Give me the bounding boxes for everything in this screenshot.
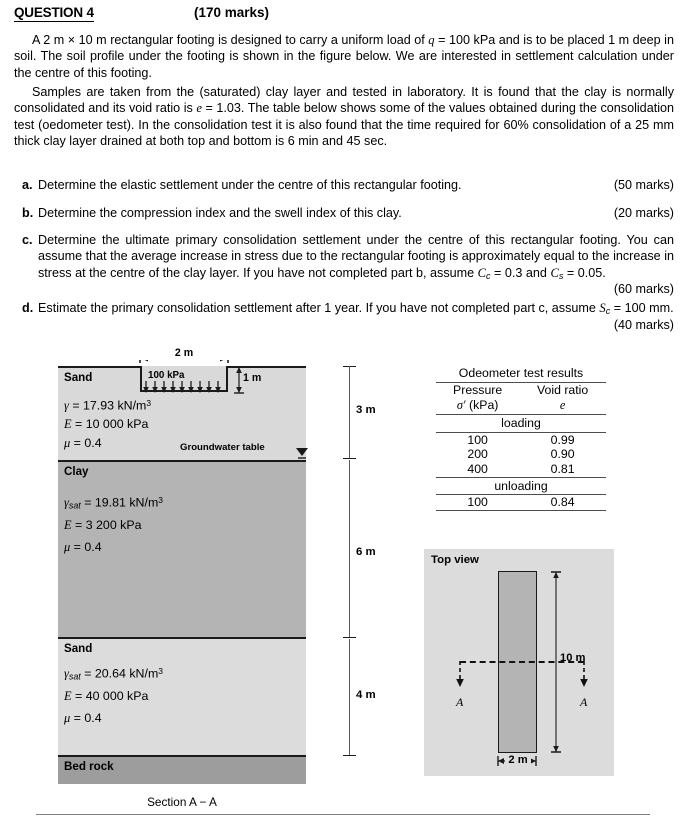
clay-unit-weight <box>64 495 163 511</box>
page-bottom-rule <box>36 814 650 815</box>
section-caption: Section A − A <box>147 795 217 809</box>
layer-label-clay: Clay <box>64 465 89 478</box>
item-b-marks: (20 marks) <box>613 206 674 220</box>
question-header <box>14 5 674 27</box>
intro-paragraph-2 <box>14 84 674 150</box>
cell-pressure: 100 <box>436 432 519 447</box>
top-view-length-label: 10 m <box>560 652 586 664</box>
phase-row-loading <box>436 415 606 433</box>
item-a-marks: (50 marks) <box>613 178 674 192</box>
sand-top-modulus <box>64 417 148 432</box>
scale-segment-4m <box>349 639 350 755</box>
section-marker-right: A <box>580 695 588 709</box>
phase-label-loading: loading <box>436 415 606 433</box>
question-item-d <box>22 300 674 319</box>
soil-layer-clay <box>58 460 306 637</box>
item-c-subscript-cc: c <box>486 270 491 281</box>
scale-tick-bottom <box>343 755 356 756</box>
footing-width-label: 2 m <box>134 346 234 360</box>
item-a-text: Determine the elastic settlement under the centre of this rectangular footing. <box>38 178 462 192</box>
cell-void-ratio: 0.99 <box>519 432 606 447</box>
total-marks: (170 marks) <box>194 5 270 20</box>
mu-symbol: μ <box>64 540 71 554</box>
sand-top-poisson <box>64 436 102 451</box>
scale-tick-6m <box>343 637 356 638</box>
cell-void-ratio: 0.81 <box>550 461 575 476</box>
E-value: = 40 000 kPa <box>71 689 149 703</box>
oedometer-results-table <box>436 366 606 511</box>
layer-label-sand-bottom: Sand <box>64 642 93 655</box>
scale-label-6m: 6 m <box>356 546 376 558</box>
top-view-figure <box>424 549 614 776</box>
footing-width-dimension <box>134 349 234 363</box>
gamma-subscript: sat <box>68 671 81 682</box>
column-header-void-ratio: Void ratio <box>519 383 606 398</box>
p1-text-part1: A 2 m × 10 m rectangular footing is designed to carry a uniform load of <box>32 33 429 47</box>
item-b-label: b. <box>22 206 34 220</box>
layer-label-sand-top: Sand <box>64 371 93 384</box>
groundwater-table-label: Groundwater table <box>180 442 265 453</box>
p1-symbol-q: q <box>428 33 435 47</box>
depth-scale <box>335 364 385 782</box>
item-c-value-cs: = 0.05. <box>563 265 606 280</box>
E-value: = 3 200 kPa <box>71 518 142 532</box>
item-c-symbol-cs: C <box>550 265 559 280</box>
section-arrow-right-icon <box>579 661 591 695</box>
scale-segment-6m <box>349 460 350 637</box>
layer-label-bedrock: Bed rock <box>64 760 114 773</box>
soil-layer-bedrock <box>58 755 306 784</box>
gamma-symbol: γ <box>64 666 69 681</box>
p2-text-part2: = 1.03. The table below shows some of the values obtained during the consolidation test (oedometer test). In the consolidation test it is also found that the time required for 60% consolidation of a 25 mm thick clay layer drained at both top and bottom is 6 min and 45 sec. <box>14 101 674 149</box>
table-header-row-1 <box>436 383 606 398</box>
question-item-c <box>22 232 674 284</box>
table-row <box>436 495 606 511</box>
item-c-value-cc: = 0.3 and <box>490 265 551 280</box>
cell-pressure: 100 <box>436 495 519 511</box>
item-a-label: a. <box>22 178 33 192</box>
mu-value: = 0.4 <box>70 540 102 554</box>
sigma-prime-symbol: σ′ <box>456 397 466 412</box>
item-c-subscript-cs: s <box>558 270 564 281</box>
gamma-exponent: 3 <box>158 666 163 676</box>
load-arrows-icon <box>140 381 232 399</box>
table-row <box>436 432 606 447</box>
column-header-e-symbol: e <box>559 397 566 412</box>
sand-bottom-unit-weight <box>64 666 163 682</box>
soil-layer-sand-top <box>58 366 306 460</box>
clay-modulus <box>64 518 142 533</box>
sand-bottom-poisson <box>64 711 102 726</box>
cell-void-ratio: 0.84 <box>519 495 606 511</box>
mu-value: = 0.4 <box>70 436 102 450</box>
column-header-pressure: Pressure <box>436 383 519 398</box>
p1-text-part2: = 100 kPa and is to be placed 1 m deep in soil. The soil profile under the footing is shown in the figure below. We are interested in settlement calculation under the centre of this footing. <box>14 33 674 80</box>
cell-void-ratio: 0.90 <box>550 447 575 462</box>
phase-label-unloading: unloading <box>436 477 606 495</box>
item-c-symbol-cc: C <box>477 265 487 280</box>
item-d-value-sc: = 100 mm. <box>610 301 674 315</box>
groundwater-table-icon <box>295 446 309 460</box>
scale-label-4m: 4 m <box>356 689 376 701</box>
item-c-label: c. <box>22 233 33 247</box>
gamma-subscript: sat <box>68 500 81 511</box>
item-d-symbol-sc: S <box>599 301 606 315</box>
item-c-marks: (60 marks) <box>613 282 674 296</box>
cell-pressure: 200 <box>467 447 488 462</box>
item-d-text <box>38 300 674 319</box>
item-c-text-part1: Determine the ultimate primary consolidation settlement under the centre of this rectangular footing. You can assume that the average increase in stress due to the rectangular footing is approximately equal to the increase in stress at the centre of the clay layer. If you have not completed part b, assume <box>38 233 674 280</box>
section-marker-left: A <box>456 695 464 709</box>
phase-row-unloading <box>436 477 606 495</box>
top-view-width-text: 2 m <box>505 754 530 766</box>
item-d-marks: (40 marks) <box>613 318 674 332</box>
pressure-units: (kPa) <box>465 397 499 412</box>
soil-layer-sand-bottom <box>58 637 306 755</box>
gamma-exponent: 3 <box>146 398 152 408</box>
mu-symbol: μ <box>64 711 71 725</box>
scale-label-3m: 3 m <box>356 404 376 416</box>
E-symbol: E <box>64 518 72 532</box>
cell-pressure: 400 <box>467 461 488 476</box>
gamma-value: = 20.64 kN/m <box>80 666 159 681</box>
gamma-exponent: 3 <box>158 495 163 505</box>
top-view-width-label <box>494 754 542 766</box>
item-d-text-part1: Estimate the primary consolidation settlement after 1 year. If you have not completed part c, assume <box>38 301 600 315</box>
item-d-label: d. <box>22 301 34 315</box>
sand-bottom-modulus <box>64 689 148 704</box>
E-symbol: E <box>64 689 72 703</box>
item-b-text: Determine the compression index and the swell index of this clay. <box>38 206 402 220</box>
top-view-title: Top view <box>431 554 479 566</box>
E-value: = 10 000 kPa <box>71 417 149 431</box>
scale-tick-3m <box>343 458 356 459</box>
question-item-a <box>22 177 674 193</box>
intro-paragraph-1 <box>14 32 674 81</box>
gamma-symbol: γ <box>64 398 69 413</box>
section-arrow-left-icon <box>455 661 467 695</box>
table-row <box>436 462 606 477</box>
question-item-b <box>22 205 674 221</box>
E-symbol: E <box>64 417 72 431</box>
oedometer-table-title: Odeometer test results <box>458 366 584 380</box>
mu-symbol: μ <box>64 436 71 450</box>
p2-symbol-e: e <box>196 101 202 116</box>
gamma-value: = 17.93 kN/m <box>68 398 147 413</box>
uniform-load-label: 100 kPa <box>148 370 185 381</box>
table-row <box>436 447 606 462</box>
column-header-pressure-units <box>436 398 519 415</box>
gamma-symbol: γ <box>64 495 69 510</box>
footing-depth-label: 1 m <box>243 372 262 384</box>
item-d-subscript-sc: c <box>605 305 611 316</box>
sand-top-unit-weight <box>64 398 151 414</box>
p2-text-part1: Samples are taken from the (saturated) clay layer and tested in laboratory. It is found that the clay is normally consolidated and its void ratio is <box>14 85 674 116</box>
table-header-row-2 <box>436 398 606 415</box>
clay-poisson <box>64 540 102 555</box>
page-title: QUESTION 4 <box>14 5 94 20</box>
mu-value: = 0.4 <box>70 711 102 725</box>
soil-profile-figure <box>58 347 306 778</box>
item-c-text <box>38 232 674 284</box>
scale-segment-3m <box>349 366 350 458</box>
gamma-value: = 19.81 kN/m <box>80 495 159 510</box>
